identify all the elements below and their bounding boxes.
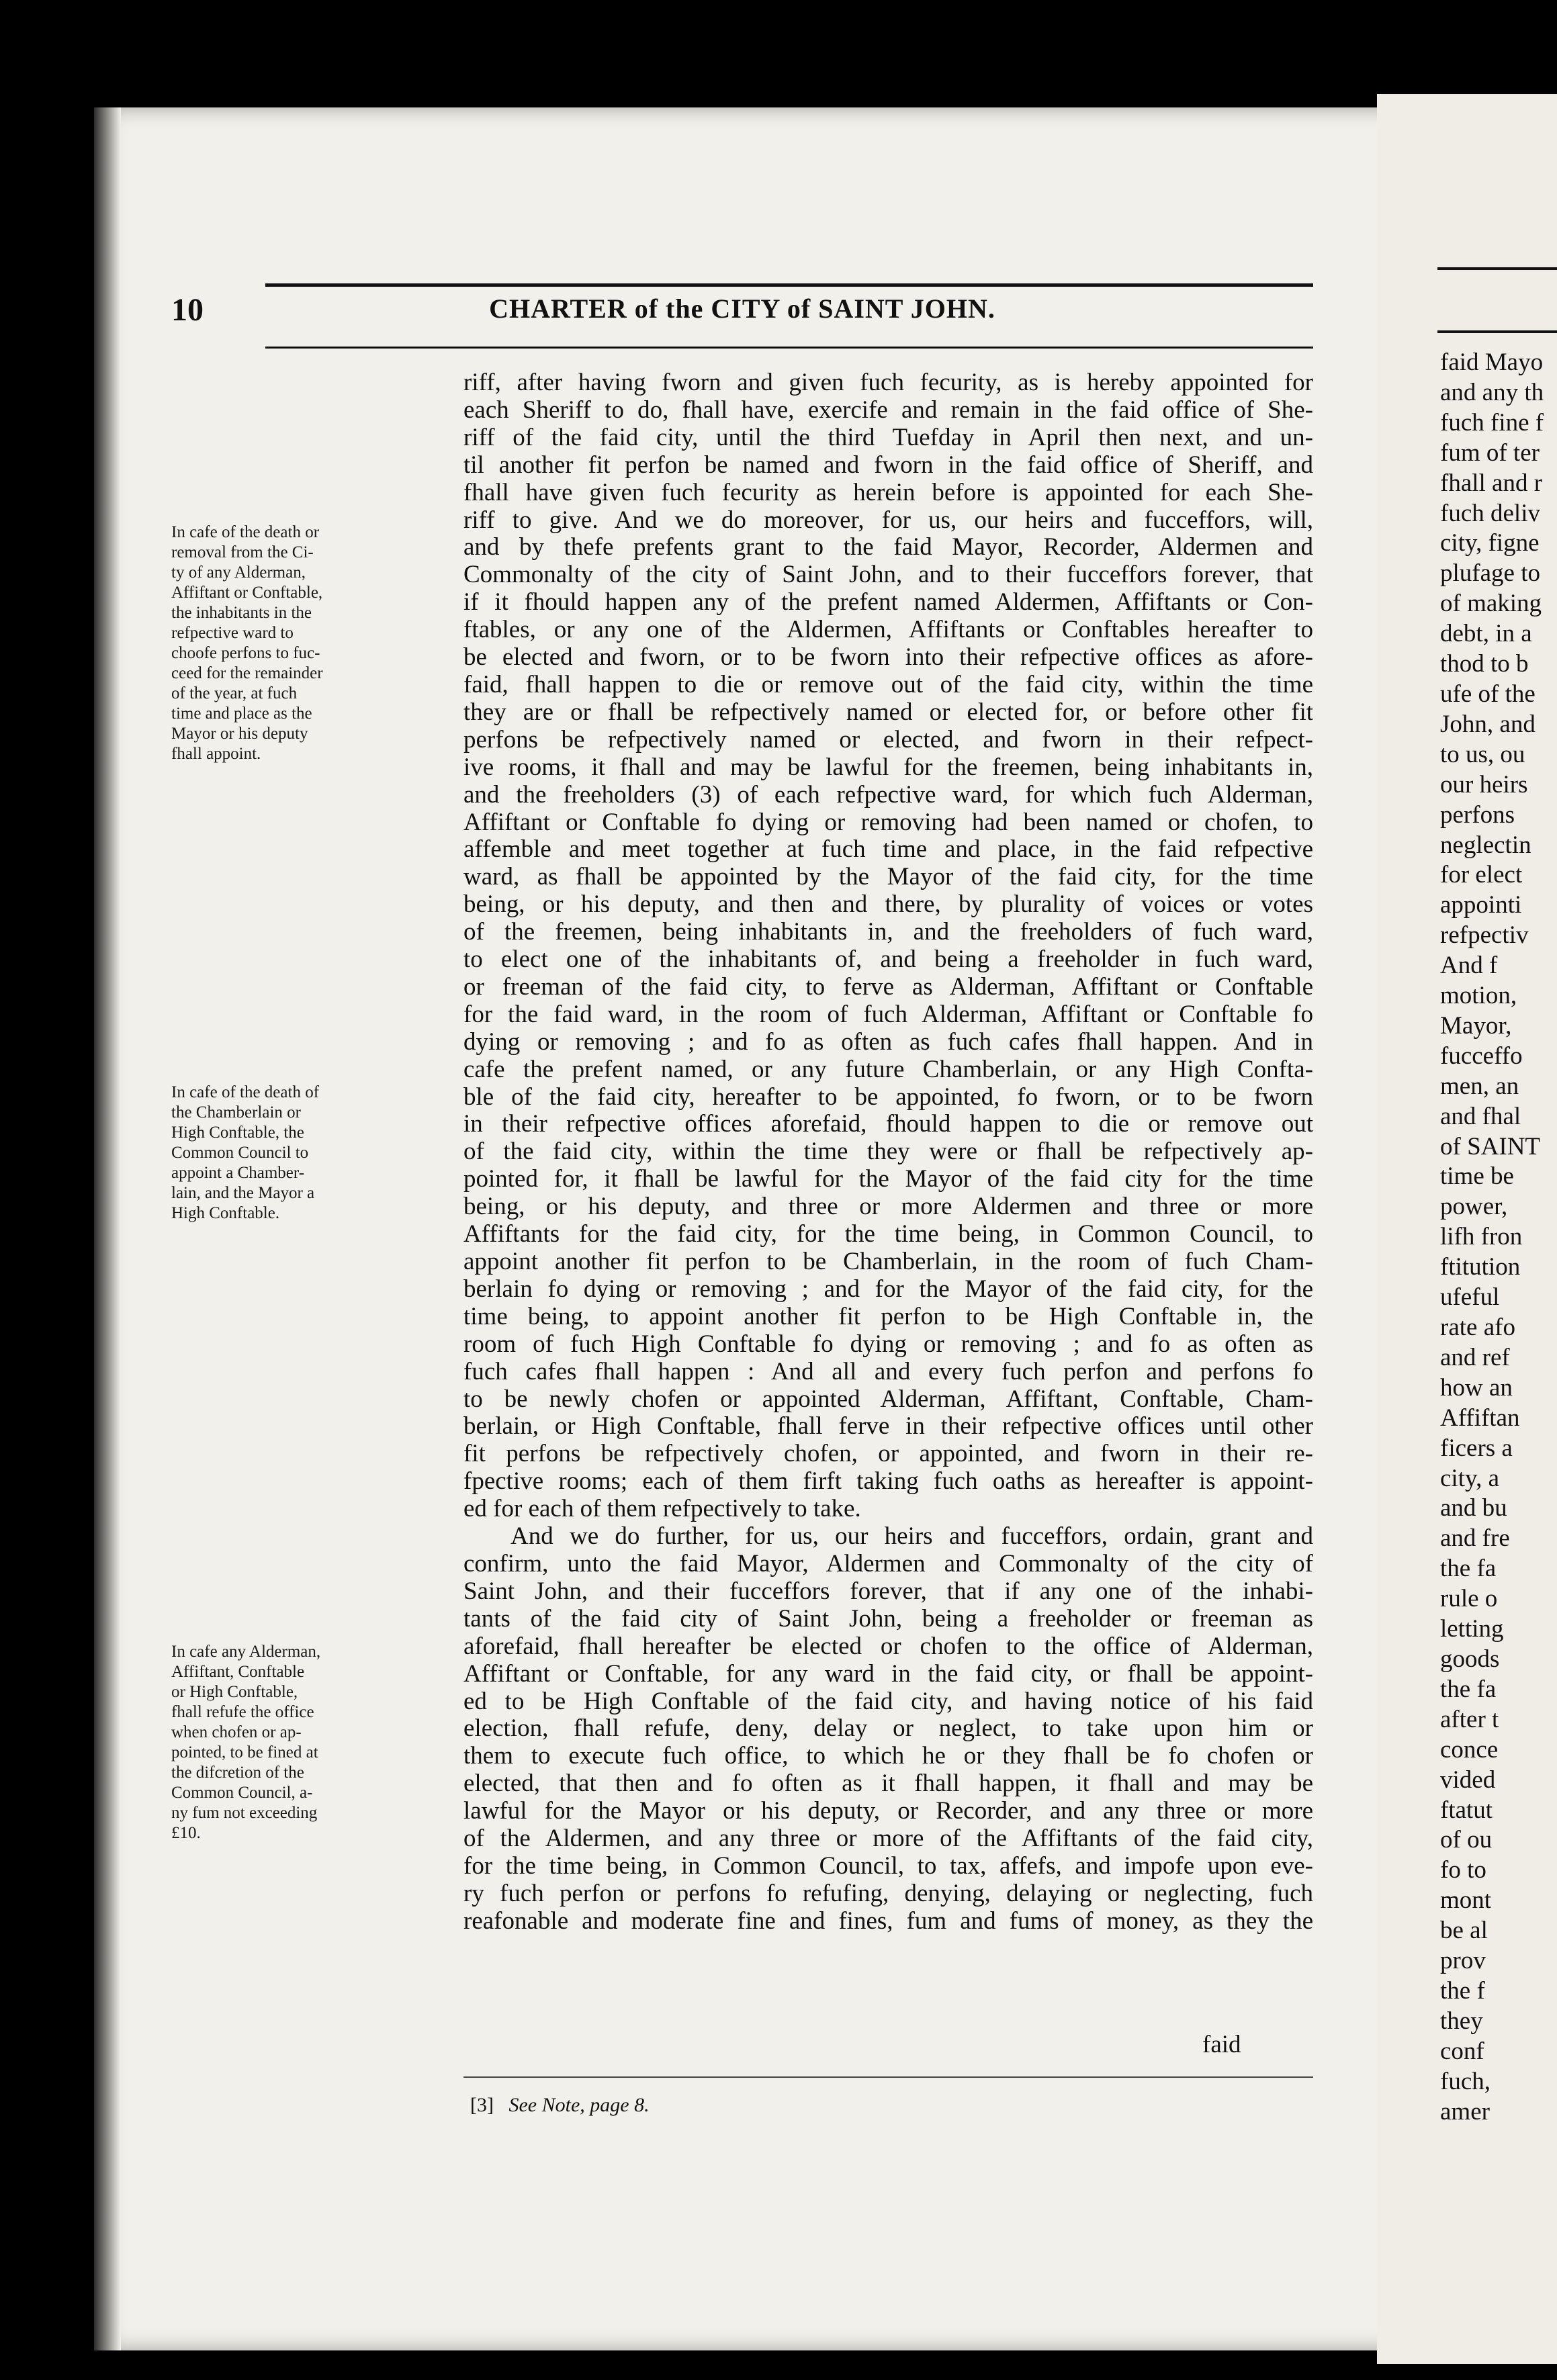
sidenote-line: £10. (171, 1824, 201, 1842)
body-line: riff of the faid city, until the third Tuefday in April then next, and un- (463, 423, 1313, 451)
body-line: being, or his deputy, and then and there, by plurality of voices or votes (463, 890, 1313, 919)
next-page-line: refpectiv (1440, 921, 1529, 950)
body-line: being, or his deputy, and three or more Aldermen and three or more (463, 1193, 1313, 1221)
body-line: pointed for, it fhall be lawful for the Mayor of the faid city for the time (463, 1165, 1313, 1193)
footnote-rule (463, 2076, 1313, 2078)
next-page-line: the fa (1440, 1675, 1497, 1703)
sidenote-line: appoint a Chamber- (171, 1164, 305, 1182)
sidenote-line: the inhabitants in the (171, 604, 312, 622)
body-line: fhall have given fuch fecurity as herein before is appointed for each She- (463, 478, 1313, 506)
next-page-line: ficers a (1440, 1434, 1513, 1462)
sidenote-line: the Chamberlain or (171, 1103, 301, 1122)
next-page-line: Affiftan (1440, 1404, 1520, 1432)
sidenote-line: or High Conftable, (171, 1683, 298, 1701)
sidenote-line: High Conftable, the (171, 1124, 304, 1142)
sidenote-line: Affiftant, Conftable (171, 1663, 305, 1681)
sidenote-line: the difcretion of the (171, 1764, 304, 1782)
next-page-line: appointi (1440, 891, 1522, 919)
next-page-line: rule o (1440, 1585, 1498, 1613)
next-page-line: fuch fine f (1440, 408, 1544, 437)
body-line: Affiftant or Conftable, for any ward in the faid city, or fhall be appoint- (463, 1659, 1313, 1688)
body-line: room of fuch High Conftable fo dying or removing ; and fo as often as (463, 1330, 1313, 1358)
footnote (470, 2094, 650, 2117)
body-line: dying or removing ; and fo as often as fuch cafes fhall happen. And in (463, 1027, 1313, 1056)
body-line: confirm, unto the faid Mayor, Aldermen and Commonalty of the city of (463, 1549, 1313, 1577)
sidenote-line: In cafe of the death or (171, 523, 320, 541)
body-line: fpective rooms; each of them firft taking fuch oaths as hereafter is appoint- (463, 1467, 1313, 1496)
next-page-line: goods (1440, 1645, 1500, 1673)
page-number: 10 (171, 292, 204, 328)
body-line: or freeman of the faid city, to ferve as Alderman, Affiftant or Conftable (463, 972, 1313, 1001)
next-page-line: lifh fron (1440, 1223, 1523, 1251)
page-gutter-shadow (94, 107, 121, 2350)
next-page-header-rule (1437, 330, 1557, 333)
header-bottom-rule (265, 347, 1313, 349)
body-line: til another fit perfon be named and fworn in the faid office of Sheriff, and (463, 451, 1313, 479)
next-page-line: letting (1440, 1615, 1504, 1643)
body-line: ble of the faid city, hereafter to be appointed, fo fworn, or to be fworn (463, 1083, 1313, 1111)
body-line: and by thefe prefents grant to the faid Mayor, Recorder, Aldermen and (463, 533, 1313, 561)
sidenote-line: removal from the Ci- (171, 543, 314, 561)
sidenote-line: ny fum not exceeding (171, 1804, 318, 1822)
next-page-line: motion, (1440, 982, 1517, 1010)
body-line: for the time being, in Common Council, to tax, affefs, and impofe upon eve- (463, 1851, 1313, 1880)
body-line: berlain fo dying or removing ; and for the Mayor of the faid city, for the (463, 1275, 1313, 1303)
body-line: and the freeholders (3) of each refpective ward, for which fuch Alderman, (463, 780, 1313, 809)
footnote-marker: [3] (470, 2094, 494, 2116)
next-page-line: And f (1440, 952, 1498, 980)
next-page-line: perfons (1440, 800, 1515, 829)
sidenote-line: time and place as the (171, 704, 312, 723)
next-page-line: after t (1440, 1705, 1499, 1733)
sidenote-vacancy-aldermen (171, 522, 453, 764)
next-page-line: John, and (1440, 710, 1536, 738)
next-page-line: city, a (1440, 1464, 1500, 1492)
next-page-line: city, figne (1440, 529, 1540, 557)
body-line: ive rooms, it fhall and may be lawful for the freemen, being inhabitants in, (463, 753, 1313, 781)
next-page-line: amer (1440, 2097, 1490, 2125)
body-line: to elect one of the inhabitants of, and being a freeholder in fuch ward, (463, 946, 1313, 974)
next-page-line: conf (1440, 2037, 1484, 2065)
body-line: they are or fhall be refpectively named or elected for, or before other fit (463, 698, 1313, 726)
body-line: of the Aldermen, and any three or more of the Affiftants of the faid city, (463, 1825, 1313, 1853)
next-page-line: of making (1440, 590, 1542, 618)
next-page-line: neglectin (1440, 831, 1531, 859)
next-page-line: Mayor, (1440, 1011, 1512, 1040)
sidenote-line: of the year, at fuch (171, 684, 298, 702)
next-page-line: ftatut (1440, 1796, 1493, 1824)
sidenote-line: Common Council, a- (171, 1784, 313, 1802)
body-line: ward, as fhall be appointed by the Mayor of the faid city, for the time (463, 863, 1313, 891)
body-line: And we do further, for us, our heirs and fucceffors, ordain, grant and (510, 1522, 1313, 1551)
body-line: tants of the faid city of Saint John, being a freeholder or freeman as (463, 1604, 1313, 1633)
next-page-line: the fa (1440, 1555, 1497, 1583)
sidenote-line: ty of any Alderman, (171, 563, 306, 582)
next-page-line: mont (1440, 1886, 1492, 1915)
body-line: for the faid ward, in the room of fuch Alderman, Affiftant or Conftable fo (463, 1000, 1313, 1028)
next-page-line: and fhal (1440, 1102, 1521, 1130)
body-line: ed to be High Conftable of the faid city, and having notice of his faid (463, 1687, 1313, 1715)
next-page-line: rate afo (1440, 1314, 1515, 1341)
next-page-line: prov (1440, 1947, 1486, 1975)
next-page-line: ufe of the (1440, 680, 1536, 708)
catchword: faid (1202, 2031, 1241, 2058)
body-line: if it fhould happen any of the prefent named Aldermen, Affiftants or Con- (463, 588, 1313, 616)
sidenote-line: ceed for the remainder (171, 664, 323, 682)
sidenote-line: choofe perfons to fuc- (171, 644, 320, 662)
next-page-line: debt, in a (1440, 620, 1532, 648)
next-page-line: fuch deliv (1440, 499, 1540, 527)
next-page-line: vided (1440, 1766, 1496, 1794)
sidenote-line: Affiftant or Conftable, (171, 584, 323, 602)
next-page-text (1440, 348, 1544, 2127)
sidenote-line: lain, and the Mayor a (171, 1184, 315, 1202)
body-line: Saint John, and their fucceffors forever, that if any one of the inhabi- (463, 1577, 1313, 1605)
body-line: riff to give. And we do moreover, for us, our heirs and fucceffors, will, (463, 506, 1313, 534)
body-line: affemble and meet together at fuch time and place, in the faid refpective (463, 835, 1313, 864)
running-title: CHARTER of the CITY of SAINT JOHN. (489, 293, 995, 324)
next-page-line: of SAINT (1440, 1132, 1541, 1160)
page-header (171, 290, 1313, 330)
next-page-line: and ref (1440, 1343, 1510, 1371)
sidenote-line: In cafe any Alderman, (171, 1643, 321, 1661)
next-page-line: to us, ou (1440, 740, 1525, 768)
body-line: ed for each of them refpectively to take. (463, 1495, 861, 1523)
next-page-line: ufeful (1440, 1283, 1500, 1312)
body-line: riff, after having fworn and given fuch fecurity, as is hereby appointed for (463, 369, 1313, 396)
body-line: of the faid city, within the time they were or fhall be refpectively ap- (463, 1138, 1313, 1166)
next-page-line: be al (1440, 1917, 1488, 1945)
body-line: in their refpective offices aforefaid, fhould happen to die or remove out (463, 1110, 1313, 1138)
sidenote-line: Common Council to (171, 1144, 309, 1162)
next-page-line: conce (1440, 1735, 1499, 1764)
next-page-line: plufage to (1440, 559, 1540, 588)
right-page-fragment (1377, 94, 1557, 2364)
next-page-line: fum of ter (1440, 439, 1540, 467)
sidenote-line: In cafe of the death of (171, 1083, 320, 1101)
sidenote-line: fhall appoint. (171, 745, 261, 763)
next-page-line: and bu (1440, 1494, 1507, 1522)
body-line: cafe the prefent named, or any future Chamberlain, or any High Confta- (463, 1055, 1313, 1083)
sidenote-refusal-fine (171, 1642, 453, 1843)
body-line: Commonalty of the city of Saint John, and to their fucceffors forever, that (463, 561, 1313, 589)
body-line: faid, fhall happen to die or remove out of the faid city, within the time (463, 670, 1313, 698)
footnote-text: See Note, page 8. (508, 2094, 650, 2116)
next-page-line: fo to (1440, 1856, 1486, 1884)
next-page-line: men, an (1440, 1072, 1519, 1100)
next-page-line: fhall and r (1440, 469, 1543, 497)
sidenote-line: Mayor or his deputy (171, 725, 308, 743)
body-line: time being, to appoint another fit perfon to be High Conftable in, the (463, 1302, 1313, 1330)
body-text (463, 369, 1313, 1935)
next-page-line: thod to b (1440, 650, 1529, 678)
body-line: perfons be refpectively named or elected, and fworn in their refpect- (463, 725, 1313, 753)
sidenote-line: when chofen or ap- (171, 1723, 302, 1741)
body-line: Affiftants for the faid city, for the time being, in Common Council, to (463, 1220, 1313, 1248)
body-line: elected, that then and fo often as it fhall happen, it fhall and may be (463, 1770, 1313, 1798)
next-page-line: and fre (1440, 1524, 1510, 1553)
header-top-rule (265, 283, 1313, 287)
next-page-line: of ou (1440, 1826, 1493, 1854)
body-line: fit perfons be refpectively chofen, or appointed, and fworn in their re- (463, 1440, 1313, 1468)
next-page-line: fuch, (1440, 2067, 1491, 2095)
body-line: reafonable and moderate fine and fines, fum and fums of money, as they the (463, 1907, 1313, 1935)
body-line: of the freemen, being inhabitants in, and the freeholders of fuch ward, (463, 918, 1313, 946)
next-page-line: faid Mayo (1440, 349, 1544, 376)
next-page-line: time be (1440, 1162, 1514, 1191)
next-page-line: fucceffo (1440, 1042, 1523, 1070)
body-line: appoint another fit perfon to be Chamberlain, in the room of fuch Cham- (463, 1248, 1313, 1275)
next-page-line: for elect (1440, 861, 1523, 889)
sidenote-line: refpective ward to (171, 624, 294, 642)
body-line: be elected and fworn, or to be fworn into their refpective offices as afore- (463, 643, 1313, 672)
next-page-line: ftitution (1440, 1253, 1521, 1281)
body-line: aforefaid, fhall hereafter be elected or chofen to the office of Alderman, (463, 1632, 1313, 1660)
next-page-line: how an (1440, 1373, 1513, 1402)
body-line: berlain, or High Conftable, fhall ferve in their refpective offices until other (463, 1412, 1313, 1440)
next-page-line: they (1440, 2007, 1483, 2035)
next-page-line: our heirs (1440, 770, 1528, 798)
body-line: them to execute fuch office, to which he or they fhall be fo chofen or (463, 1742, 1313, 1770)
body-line: to be newly chofen or appointed Alderman, Affiftant, Conftable, Cham- (463, 1385, 1313, 1413)
sidenote-line: fhall refufe the office (171, 1703, 314, 1721)
next-page-top-rule (1437, 267, 1557, 270)
body-line: fuch cafes fhall happen : And all and every fuch perfon and perfons fo (463, 1357, 1313, 1385)
body-line: Affiftant or Conftable fo dying or removing had been named or chofen, to (463, 808, 1313, 836)
next-page-line: power, (1440, 1193, 1508, 1221)
body-line: each Sheriff to do, fhall have, exercife and remain in the faid office of She- (463, 396, 1313, 424)
next-page-line: and any th (1440, 378, 1544, 406)
body-line: lawful for the Mayor or his deputy, or Recorder, and any three or more (463, 1797, 1313, 1825)
body-line: election, fhall refufe, deny, delay or neglect, to take upon him or (463, 1714, 1313, 1743)
body-line: ry fuch perfon or perfons fo refufing, denying, delaying or neglecting, fuch (463, 1879, 1313, 1907)
sidenote-vacancy-chamberlain (171, 1083, 453, 1224)
sidenote-line: High Conftable. (171, 1204, 280, 1222)
sidenote-line: pointed, to be fined at (171, 1743, 318, 1761)
body-line: ftables, or any one of the Aldermen, Affiftants or Conftables hereafter to (463, 616, 1313, 644)
next-page-line: the f (1440, 1976, 1485, 2005)
